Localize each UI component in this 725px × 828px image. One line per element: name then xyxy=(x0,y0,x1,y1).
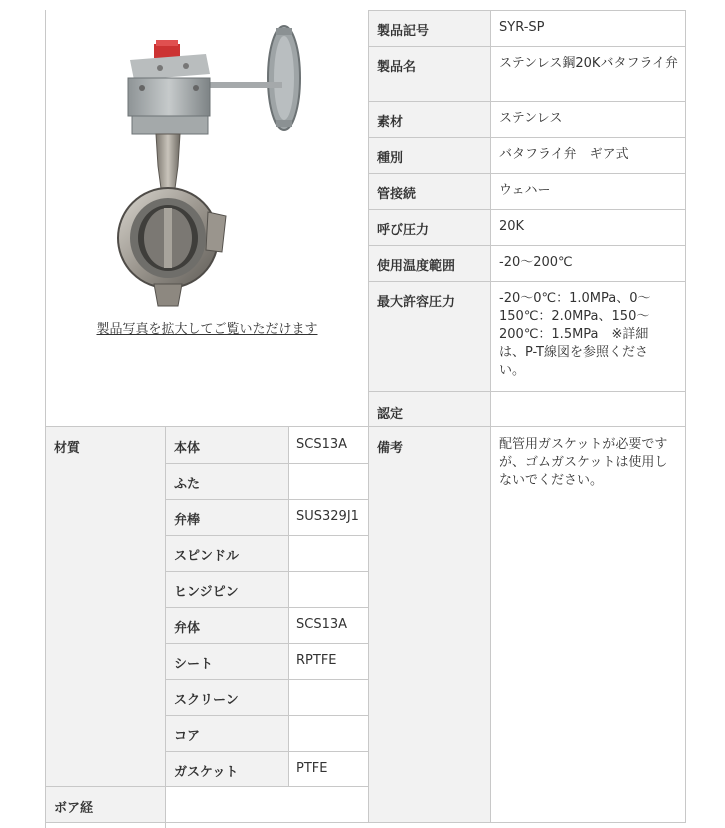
spec-label-type: 種別 xyxy=(377,151,404,166)
material-value-stem: SUS329J1 xyxy=(296,509,359,524)
bore-row-top xyxy=(45,786,369,787)
spec-row-line xyxy=(368,101,686,102)
material-value-body: SCS13A xyxy=(296,437,348,452)
spec-value-product-code: SYR-SP xyxy=(499,20,545,35)
spec-label-divider xyxy=(490,10,491,822)
material-value-gasket: PTFE xyxy=(296,761,328,776)
material-part-body: 本体 xyxy=(174,441,201,456)
spec-row-line xyxy=(368,46,686,47)
material-row-line xyxy=(165,643,369,644)
material-part-core: コア xyxy=(174,729,201,744)
materials-label-bg xyxy=(46,426,166,786)
material-part-seat: シート xyxy=(174,657,214,672)
spec-row-line xyxy=(368,137,686,138)
material-value-seat: RPTFE xyxy=(296,653,337,668)
butterfly-valve-image xyxy=(56,16,356,316)
material-row-line xyxy=(165,715,369,716)
material-row-line xyxy=(165,463,369,464)
spec-value-product-name: ステンレス鋼20Kバタフライ弁 xyxy=(499,56,679,71)
remarks-label-bg xyxy=(369,426,491,822)
material-row-line xyxy=(165,499,369,500)
spec-row-line xyxy=(368,391,686,392)
spec-value-nominal-pressure: 20K xyxy=(499,219,525,234)
material-row-line xyxy=(165,607,369,608)
spec-value-material: ステンレス xyxy=(499,111,563,126)
spec-row-line xyxy=(368,173,686,174)
spec-row-line xyxy=(368,245,686,246)
material-value-disc: SCS13A xyxy=(296,617,348,632)
spec-row-line xyxy=(368,209,686,210)
spec-label-certification: 認定 xyxy=(377,407,404,422)
spec-row-line xyxy=(368,281,686,282)
table-border-left xyxy=(45,10,46,828)
table-divider-center xyxy=(368,10,369,822)
product-photo[interactable] xyxy=(56,16,356,316)
spec-label-temperature-range: 使用温度範囲 xyxy=(377,259,456,274)
table-border-right xyxy=(685,10,686,822)
table-border-top xyxy=(368,10,686,11)
spec-label-connection: 管接続 xyxy=(377,187,417,202)
spec-label-product-name: 製品名 xyxy=(377,60,417,75)
materials-divider-1 xyxy=(165,426,166,828)
bore-label: ボア経 xyxy=(54,801,94,816)
material-part-hinge-pin: ヒンジピン xyxy=(174,585,239,600)
material-part-lid: ふた xyxy=(174,477,201,492)
remarks-label: 備考 xyxy=(377,441,404,456)
material-row-line xyxy=(165,679,369,680)
remarks-value: 配管用ガスケットが必要ですが、ゴムガスケットは使用しないでください。 xyxy=(499,437,668,488)
material-part-gasket: ガスケット xyxy=(174,765,239,780)
section-divider xyxy=(45,426,686,427)
material-part-spindle: スピンドル xyxy=(174,549,240,564)
materials-group-label: 材質 xyxy=(54,441,81,456)
spec-value-temperature-range: -20～200℃ xyxy=(499,255,573,270)
materials-divider-2 xyxy=(288,426,289,786)
spec-value-connection: ウェハー xyxy=(499,183,551,198)
material-row-line xyxy=(165,751,369,752)
table-border-bottom xyxy=(45,822,686,823)
spec-label-material: 素材 xyxy=(377,115,404,130)
material-row-line xyxy=(165,571,369,572)
material-part-disc: 弁体 xyxy=(174,621,201,636)
spec-label-product-code: 製品記号 xyxy=(377,24,430,39)
spec-label-max-pressure: 最大許容圧力 xyxy=(377,295,456,310)
spec-label-nominal-pressure: 呼び圧力 xyxy=(377,223,430,238)
spec-value-max-pressure: -20～0℃：1.0MPa、0～150℃：2.0MPa、150～200℃：1.5MPa ※詳細は、P-T線図を参照ください。 xyxy=(499,291,651,378)
material-part-screen: スクリーン xyxy=(174,693,239,708)
photo-enlarge-link[interactable]: 製品写真を拡大してご覧いただけます xyxy=(96,322,318,337)
material-part-stem: 弁棒 xyxy=(174,513,201,528)
spec-value-type: バタフライ弁 ギア式 xyxy=(499,147,629,162)
material-row-line xyxy=(165,535,369,536)
